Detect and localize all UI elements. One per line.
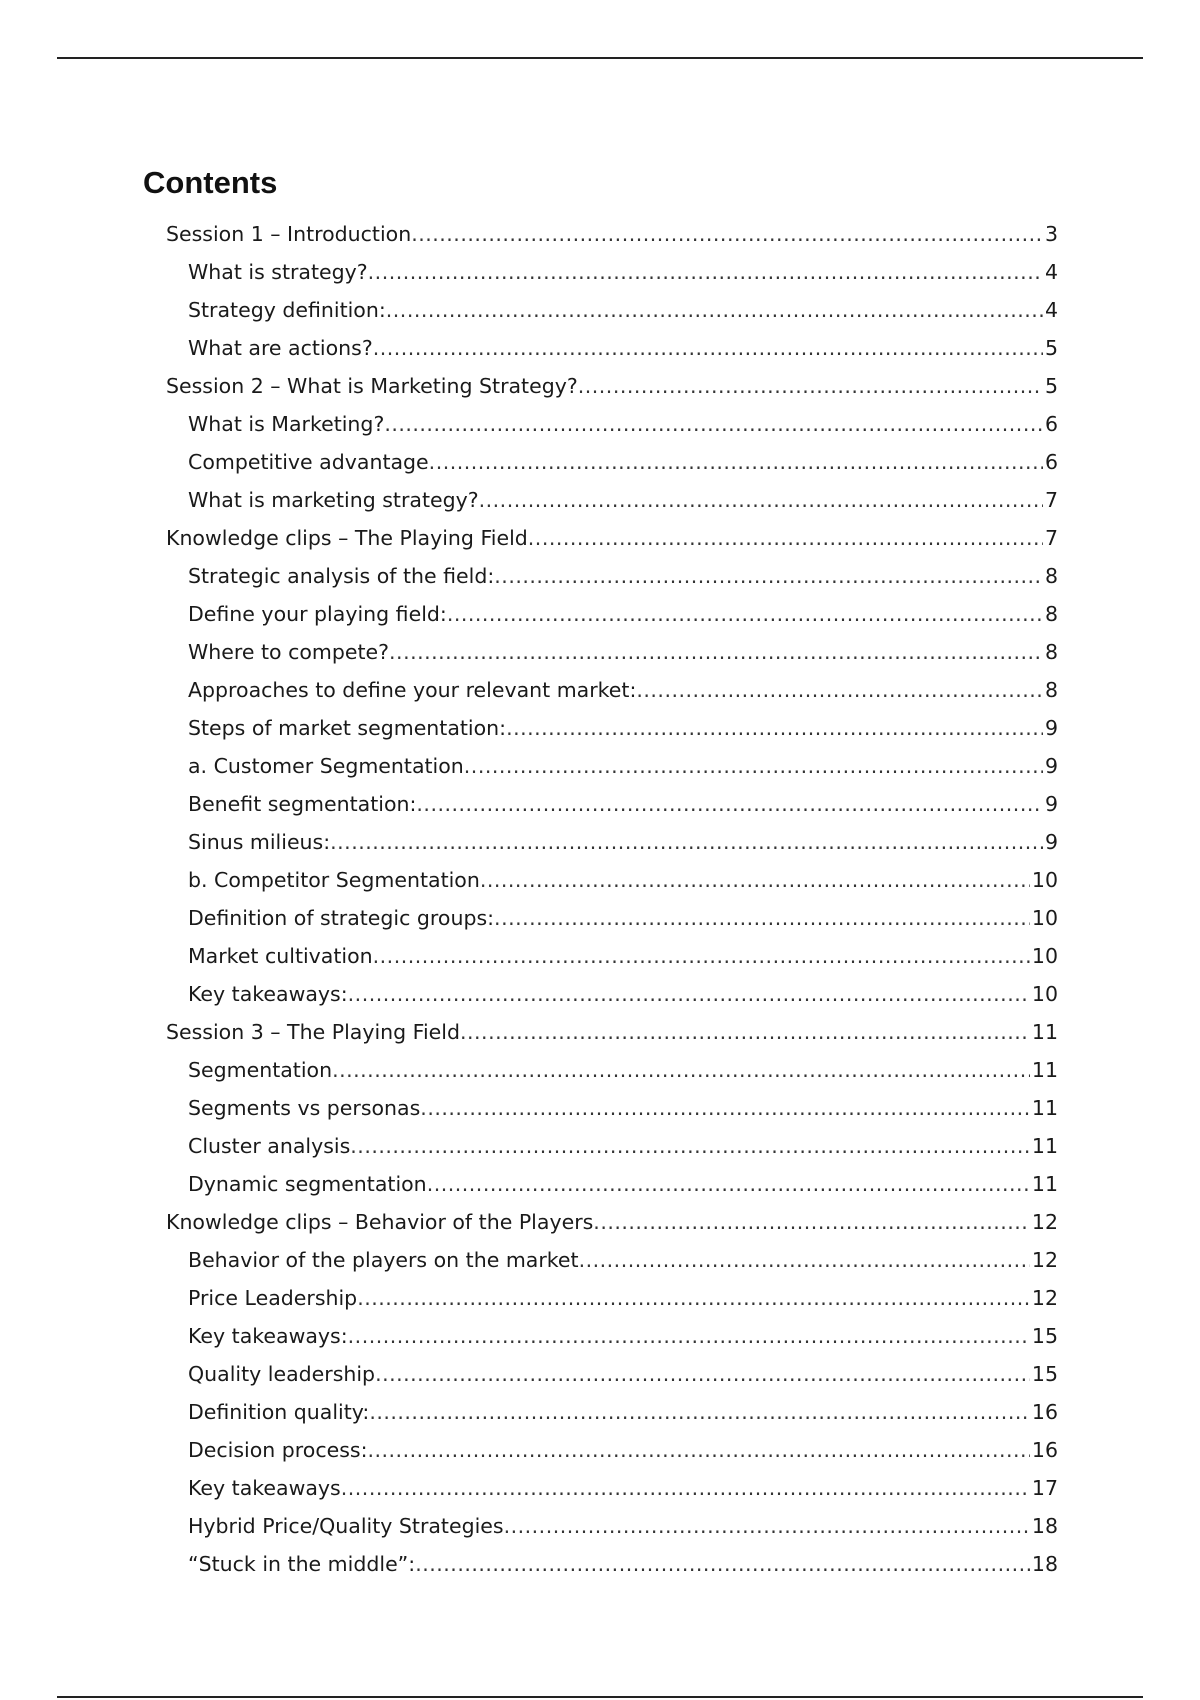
toc-dot-leader bbox=[429, 443, 1043, 481]
toc-entry-page-number: 9 bbox=[1044, 716, 1058, 740]
toc-entry-label: Benefit segmentation: bbox=[188, 792, 417, 816]
toc-entry[interactable] bbox=[143, 975, 1058, 1013]
toc-entry[interactable] bbox=[143, 709, 1058, 747]
toc-dot-leader bbox=[464, 747, 1043, 785]
toc-dot-leader bbox=[368, 253, 1043, 291]
toc-dot-leader bbox=[416, 785, 1043, 823]
toc-entry-page-number: 11 bbox=[1031, 1096, 1058, 1120]
toc-entry-label: a. Customer Segmentation bbox=[188, 754, 464, 778]
toc-dot-leader bbox=[427, 1165, 1030, 1203]
toc-dot-leader bbox=[579, 1241, 1030, 1279]
toc-entry[interactable] bbox=[143, 937, 1058, 975]
toc-dot-leader bbox=[636, 671, 1043, 709]
toc-dot-leader bbox=[369, 1393, 1030, 1431]
toc-entry-page-number: 7 bbox=[1044, 488, 1058, 512]
toc-entry-label: Where to compete? bbox=[188, 640, 390, 664]
toc-entry-label: Competitive advantage bbox=[188, 450, 429, 474]
toc-entry-label: Hybrid Price/Quality Strategies bbox=[188, 1514, 504, 1538]
toc-entry-page-number: 7 bbox=[1044, 526, 1058, 550]
toc-dot-leader bbox=[411, 215, 1043, 253]
toc-dot-leader bbox=[447, 595, 1043, 633]
toc-entry-label: Key takeaways: bbox=[188, 1324, 348, 1348]
toc-entry-label: What is Marketing? bbox=[188, 412, 385, 436]
toc-entry[interactable] bbox=[143, 671, 1058, 709]
toc-entry-label: Session 2 – What is Marketing Strategy? bbox=[166, 374, 578, 398]
toc-entry-page-number: 8 bbox=[1044, 640, 1058, 664]
toc-dot-leader bbox=[330, 823, 1043, 861]
toc-entry[interactable] bbox=[143, 1127, 1058, 1165]
toc-entry-label: Session 3 – The Playing Field bbox=[166, 1020, 460, 1044]
toc-entry[interactable] bbox=[143, 1507, 1058, 1545]
toc-entry[interactable] bbox=[143, 1241, 1058, 1279]
toc-dot-leader bbox=[357, 1279, 1030, 1317]
toc-entry-label: What are actions? bbox=[188, 336, 373, 360]
toc-entry[interactable] bbox=[143, 1317, 1058, 1355]
toc-entry[interactable] bbox=[143, 1469, 1058, 1507]
toc-entry[interactable] bbox=[143, 1013, 1058, 1051]
toc-dot-leader bbox=[494, 899, 1030, 937]
toc-entry-page-number: 6 bbox=[1044, 450, 1058, 474]
toc-entry[interactable] bbox=[143, 1355, 1058, 1393]
toc-entry-page-number: 4 bbox=[1044, 260, 1058, 284]
toc-entry[interactable] bbox=[143, 405, 1058, 443]
toc-entry-label: Segments vs personas bbox=[188, 1096, 421, 1120]
toc-entry-page-number: 18 bbox=[1031, 1552, 1058, 1576]
toc-entry-page-number: 15 bbox=[1031, 1324, 1058, 1348]
toc-entry-label: Strategic analysis of the field: bbox=[188, 564, 495, 588]
toc-dot-leader bbox=[348, 975, 1030, 1013]
toc-entry-label: Sinus milieus: bbox=[188, 830, 331, 854]
toc-entry[interactable] bbox=[143, 1279, 1058, 1317]
toc-dot-leader bbox=[460, 1013, 1030, 1051]
table-of-contents bbox=[143, 164, 1058, 1583]
toc-dot-leader bbox=[578, 367, 1043, 405]
toc-entry[interactable] bbox=[143, 595, 1058, 633]
toc-entry-page-number: 15 bbox=[1031, 1362, 1058, 1386]
toc-entry[interactable] bbox=[143, 1089, 1058, 1127]
toc-entry[interactable] bbox=[143, 329, 1058, 367]
toc-dot-leader bbox=[373, 937, 1030, 975]
toc-entry[interactable] bbox=[143, 747, 1058, 785]
toc-entry-label: Quality leadership bbox=[188, 1362, 376, 1386]
toc-entry-label: Session 1 – Introduction bbox=[166, 222, 412, 246]
toc-entry-page-number: 16 bbox=[1031, 1438, 1058, 1462]
toc-entry-label: b. Competitor Segmentation bbox=[188, 868, 480, 892]
toc-entry-page-number: 6 bbox=[1044, 412, 1058, 436]
toc-dot-leader bbox=[348, 1317, 1030, 1355]
toc-entry[interactable] bbox=[143, 1051, 1058, 1089]
toc-dot-leader bbox=[593, 1203, 1030, 1241]
toc-entry[interactable] bbox=[143, 519, 1058, 557]
toc-entry[interactable] bbox=[143, 1393, 1058, 1431]
toc-entry-page-number: 3 bbox=[1044, 222, 1058, 246]
toc-entry[interactable] bbox=[143, 823, 1058, 861]
toc-entry-label: Dynamic segmentation bbox=[188, 1172, 427, 1196]
toc-entry-page-number: 5 bbox=[1044, 374, 1058, 398]
toc-entry[interactable] bbox=[143, 291, 1058, 329]
toc-dot-leader bbox=[386, 291, 1043, 329]
toc-dot-leader bbox=[350, 1127, 1030, 1165]
toc-entry[interactable] bbox=[143, 1165, 1058, 1203]
toc-entry-page-number: 10 bbox=[1031, 944, 1058, 968]
toc-entry[interactable] bbox=[143, 1545, 1058, 1583]
toc-dot-leader bbox=[341, 1469, 1030, 1507]
toc-entry-page-number: 18 bbox=[1031, 1514, 1058, 1538]
toc-entry[interactable] bbox=[143, 1431, 1058, 1469]
toc-dot-leader bbox=[373, 329, 1043, 367]
toc-heading: Contents bbox=[143, 165, 278, 200]
toc-entry-page-number: 16 bbox=[1031, 1400, 1058, 1424]
toc-entry-page-number: 9 bbox=[1044, 754, 1058, 778]
toc-dot-leader bbox=[480, 861, 1030, 899]
toc-dot-leader bbox=[367, 1431, 1029, 1469]
toc-entry-label: Market cultivation bbox=[188, 944, 373, 968]
toc-entry-label: Knowledge clips – The Playing Field bbox=[166, 526, 528, 550]
toc-dot-leader bbox=[506, 709, 1043, 747]
toc-entry[interactable] bbox=[143, 1203, 1058, 1241]
toc-entry-page-number: 10 bbox=[1031, 982, 1058, 1006]
toc-entry-page-number: 5 bbox=[1044, 336, 1058, 360]
toc-entry-page-number: 8 bbox=[1044, 678, 1058, 702]
toc-dot-leader bbox=[494, 557, 1043, 595]
toc-dot-leader bbox=[504, 1507, 1030, 1545]
header-rule bbox=[57, 57, 1143, 59]
toc-entry-label: Approaches to define your relevant market: bbox=[188, 678, 637, 702]
toc-dot-leader bbox=[384, 405, 1043, 443]
toc-entry-page-number: 12 bbox=[1031, 1286, 1058, 1310]
toc-entry-page-number: 17 bbox=[1031, 1476, 1058, 1500]
toc-entry-label: Knowledge clips – Behavior of the Players bbox=[166, 1210, 594, 1234]
toc-dot-leader bbox=[479, 481, 1043, 519]
toc-entry-label: Definition quality: bbox=[188, 1400, 370, 1424]
toc-entry-label: Behavior of the players on the market bbox=[188, 1248, 579, 1272]
toc-entry-label: Segmentation bbox=[188, 1058, 333, 1082]
toc-entry-label: Price Leadership bbox=[188, 1286, 358, 1310]
toc-dot-leader bbox=[375, 1355, 1030, 1393]
toc-dot-leader bbox=[420, 1089, 1030, 1127]
toc-entry[interactable] bbox=[143, 633, 1058, 671]
toc-entry-page-number: 12 bbox=[1031, 1248, 1058, 1272]
toc-entry[interactable] bbox=[143, 899, 1058, 937]
toc-entry-label: Cluster analysis bbox=[188, 1134, 351, 1158]
toc-entry-page-number: 4 bbox=[1044, 298, 1058, 322]
toc-entry-label: Strategy definition: bbox=[188, 298, 386, 322]
toc-entry-page-number: 9 bbox=[1044, 830, 1058, 854]
toc-entry-label: What is marketing strategy? bbox=[188, 488, 479, 512]
toc-dot-leader bbox=[389, 633, 1043, 671]
toc-entry-label: “Stuck in the middle”: bbox=[188, 1552, 416, 1576]
toc-entry-label: Definition of strategic groups: bbox=[188, 906, 495, 930]
toc-dot-leader bbox=[332, 1051, 1030, 1089]
toc-entry-label: Key takeaways bbox=[188, 1476, 341, 1500]
toc-entry[interactable] bbox=[143, 785, 1058, 823]
toc-entry-page-number: 10 bbox=[1031, 906, 1058, 930]
toc-entry-page-number: 9 bbox=[1044, 792, 1058, 816]
toc-entry-label: Define your playing field: bbox=[188, 602, 447, 626]
toc-entry-label: What is strategy? bbox=[188, 260, 368, 284]
toc-entry-label: Steps of market segmentation: bbox=[188, 716, 507, 740]
toc-entry-page-number: 10 bbox=[1031, 868, 1058, 892]
toc-dot-leader bbox=[415, 1545, 1030, 1583]
toc-entry-list bbox=[143, 215, 1058, 1583]
toc-entry-page-number: 8 bbox=[1044, 602, 1058, 626]
toc-entry[interactable] bbox=[143, 557, 1058, 595]
toc-entry-page-number: 8 bbox=[1044, 564, 1058, 588]
toc-entry-label: Key takeaways: bbox=[188, 982, 348, 1006]
toc-entry-page-number: 11 bbox=[1031, 1020, 1058, 1044]
toc-entry[interactable] bbox=[143, 861, 1058, 899]
toc-entry-page-number: 12 bbox=[1031, 1210, 1058, 1234]
toc-entry[interactable] bbox=[143, 481, 1058, 519]
toc-entry[interactable] bbox=[143, 443, 1058, 481]
toc-entry-label: Decision process: bbox=[188, 1438, 368, 1462]
toc-entry[interactable] bbox=[143, 253, 1058, 291]
toc-entry-page-number: 11 bbox=[1031, 1058, 1058, 1082]
toc-entry-page-number: 11 bbox=[1031, 1172, 1058, 1196]
toc-dot-leader bbox=[528, 519, 1043, 557]
toc-entry-page-number: 11 bbox=[1031, 1134, 1058, 1158]
toc-entry[interactable] bbox=[143, 367, 1058, 405]
toc-entry[interactable] bbox=[143, 215, 1058, 253]
footer-rule bbox=[57, 1696, 1143, 1698]
